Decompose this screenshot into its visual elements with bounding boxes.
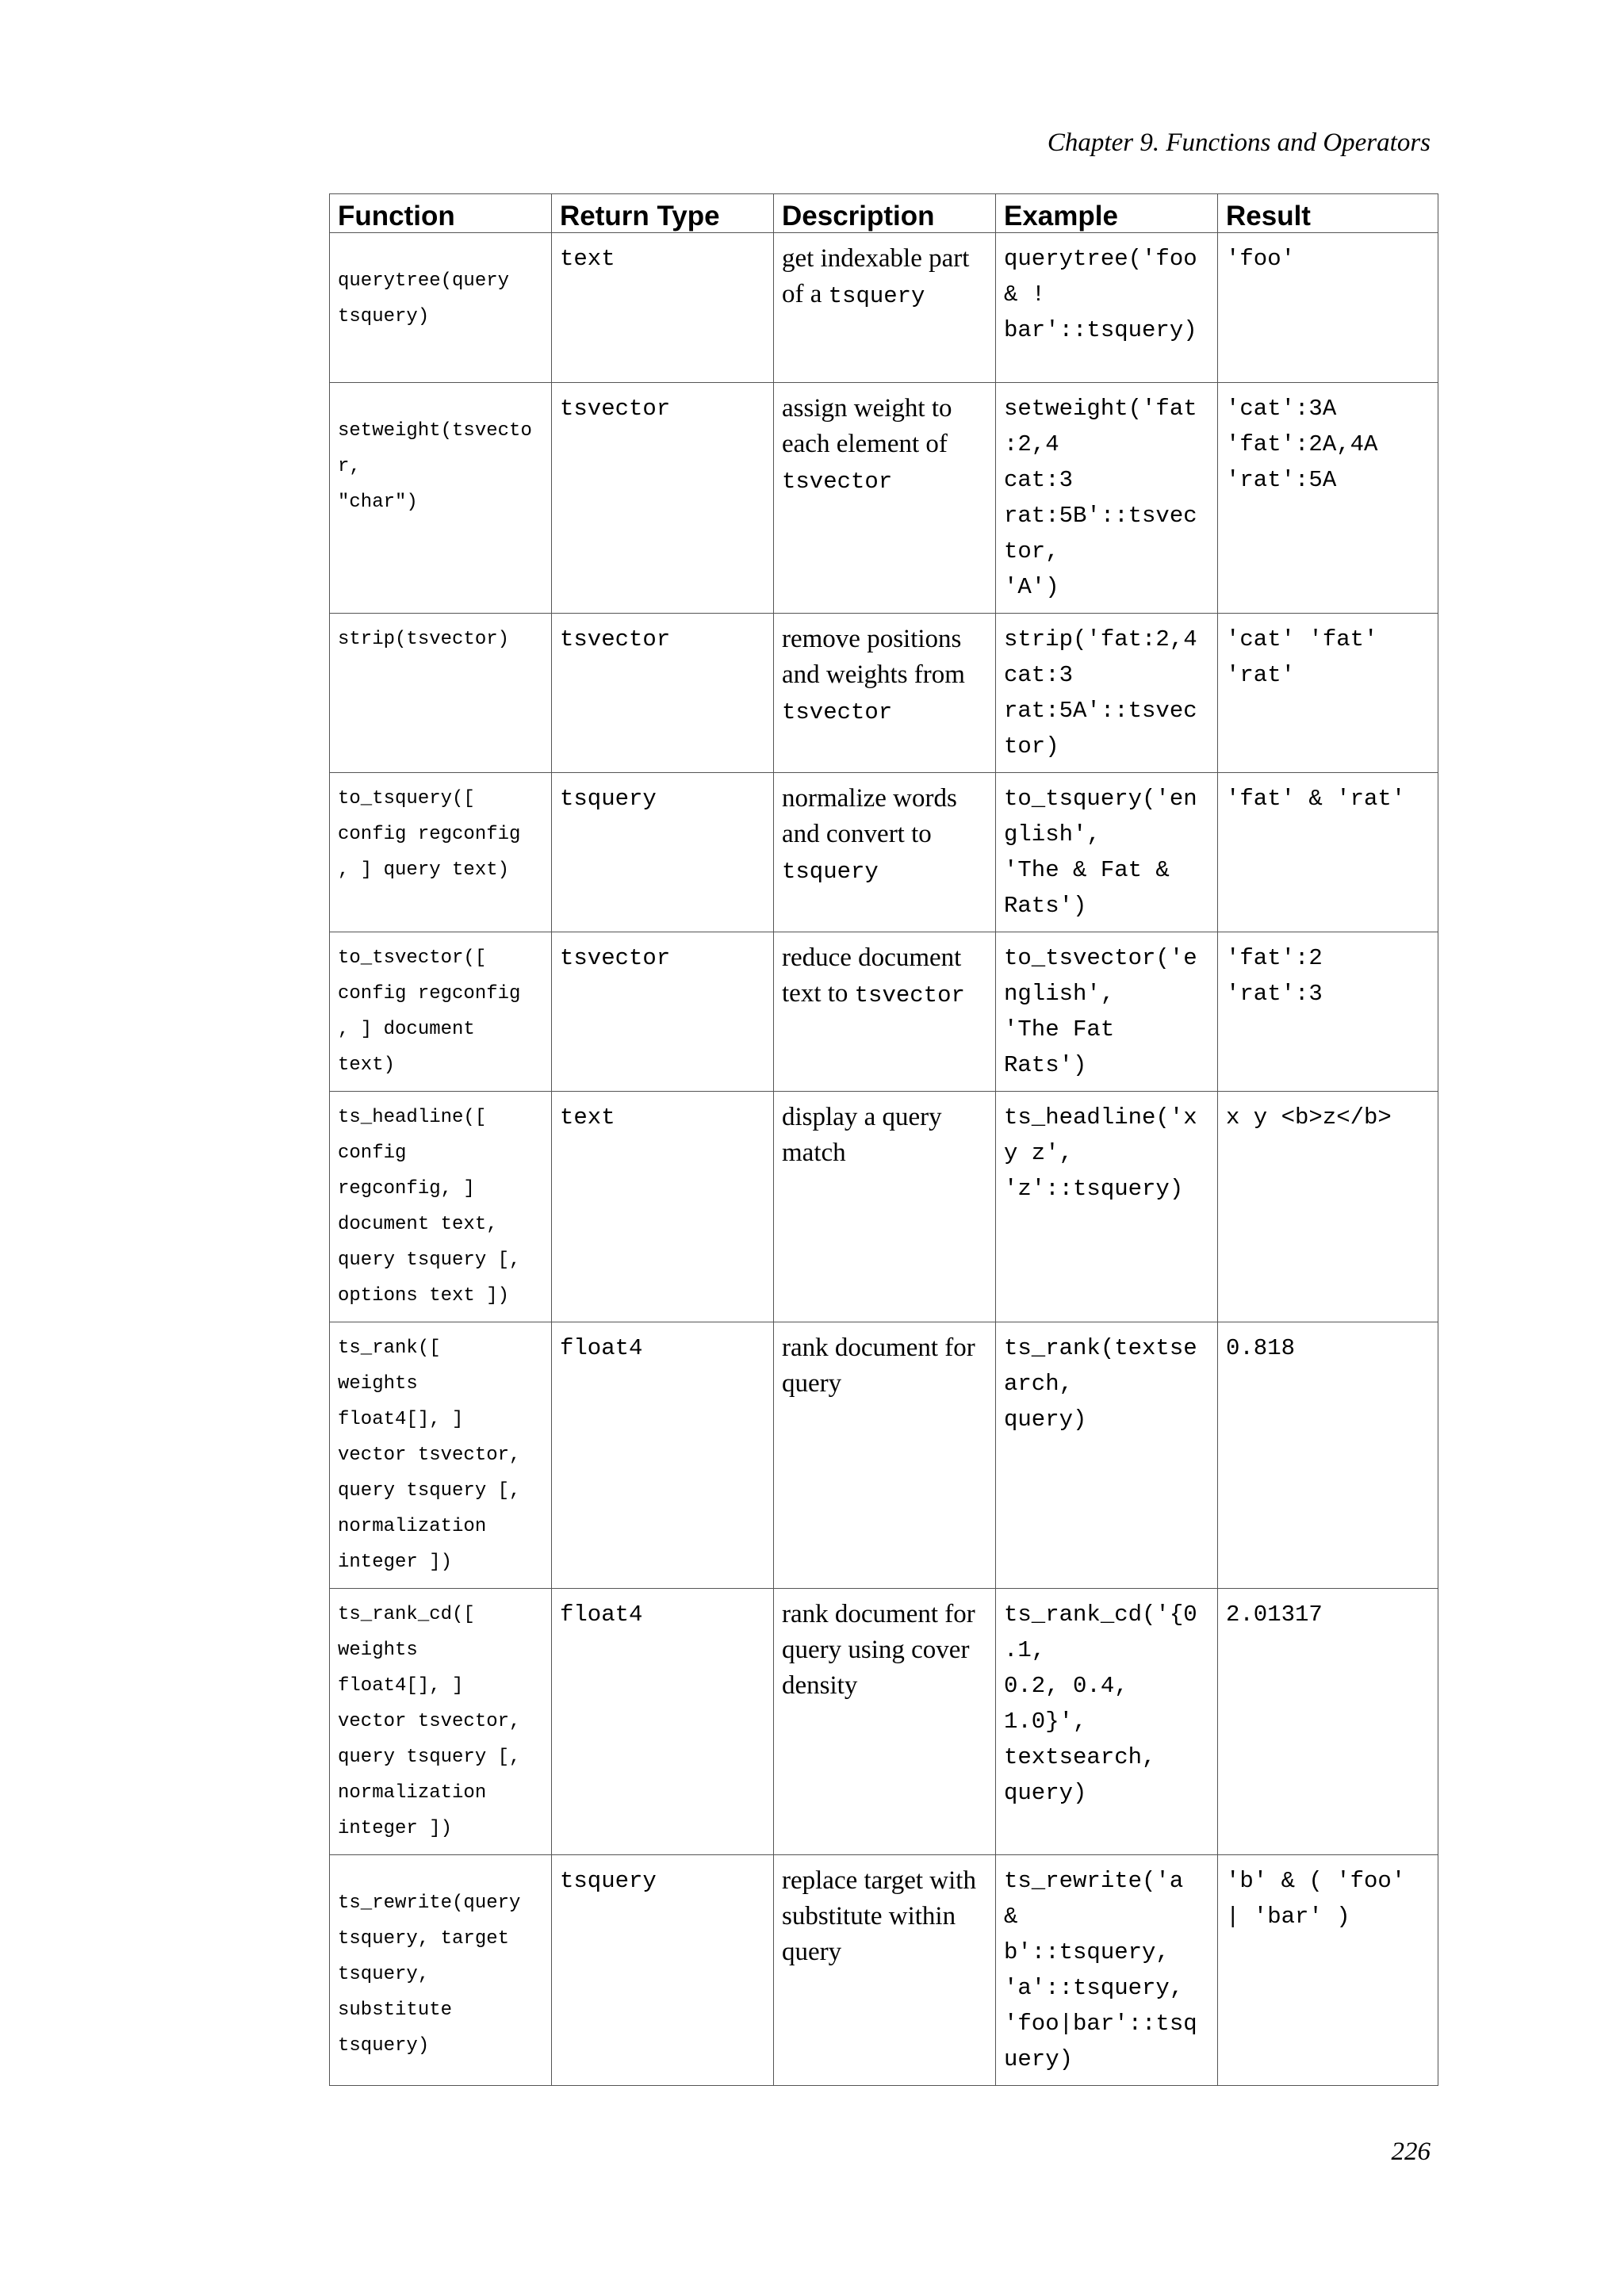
return-type-cell [552,1589,774,1855]
function-cell [330,233,552,383]
result-cell [1218,932,1438,1092]
return-type-cell [552,1322,774,1589]
description-text: display a query match [782,1103,942,1167]
result-cell [1218,1322,1438,1589]
description [782,1330,987,1403]
description-code: tsvector [854,982,965,1008]
return-type: float4 [560,1601,643,1628]
table-row [330,1855,1438,2086]
description-cell [774,383,996,614]
description [782,1863,987,1972]
return-type: text [560,246,615,272]
result-cell [1218,614,1438,773]
description-code: tsvector [782,469,893,495]
description-text: remove positions and weights from [782,625,965,689]
return-type: tsvector [560,626,671,652]
description-cell [774,773,996,932]
return-type-cell [552,383,774,614]
return-type-cell [552,233,774,383]
description [782,1100,987,1173]
return-type: tsvector [560,396,671,422]
table-row [330,233,1438,383]
table-row [330,932,1438,1092]
column-header-function: Function [330,194,552,233]
function-signature: to_tsvector([ config regconfig , ] document text) [338,947,521,1076]
table-row [330,1589,1438,1855]
result: 'fat':2 'rat':3 [1226,945,1323,1007]
description-text: rank document for query [782,1334,975,1398]
function-signature: ts_headline([ config regconfig, ] document text, query tsquery [, options text ]) [338,1107,521,1307]
example-cell [996,383,1218,614]
column-header-description: Description [774,194,996,233]
return-type-cell [552,932,774,1092]
result-cell [1218,233,1438,383]
example-cell [996,1322,1218,1589]
function-cell [330,1092,552,1322]
text-search-functions-table [329,193,1438,2086]
description-text: replace target with substitute within query [782,1866,976,1966]
function-signature: strip(tsvector) [338,629,510,650]
description-cell [774,614,996,773]
result-cell [1218,1589,1438,1855]
return-type: tsquery [560,1868,657,1894]
example: querytree('foo & ! bar'::tsquery) [1004,246,1197,343]
return-type-cell [552,1855,774,2086]
function-signature: ts_rewrite(query tsquery, target tsquery, substitute tsquery) [338,1892,521,2057]
description-code: tsquery [828,283,925,309]
running-header: Chapter 9. Functions and Operators [1047,128,1431,157]
page-number: 226 [1391,2137,1431,2166]
result-cell [1218,773,1438,932]
description-text: get indexable part of a [782,244,970,308]
return-type-cell [552,614,774,773]
description-text: rank document for query using cover density [782,1600,975,1700]
function-cell [330,1322,552,1589]
description [782,622,987,730]
example-cell [996,932,1218,1092]
function-signature: ts_rank_cd([ weights float4[], ] vector tsvector, query tsquery [, normalization integer ]) [338,1604,521,1839]
result: 'cat' 'fat' 'rat' [1226,626,1378,688]
function-signature: setweight(tsvector, "char") [338,420,532,513]
function-cell [330,1855,552,2086]
return-type: tsquery [560,786,657,812]
result-cell [1218,1855,1438,2086]
result-cell [1218,1092,1438,1322]
column-header-result: Result [1218,194,1438,233]
result-cell [1218,383,1438,614]
example: ts_headline('x y z', 'z'::tsquery) [1004,1104,1197,1202]
table-row [330,1092,1438,1322]
function-cell [330,932,552,1092]
result: 0.818 [1226,1335,1296,1361]
description [782,940,987,1013]
table-header-row [330,194,1438,233]
return-type: float4 [560,1335,643,1361]
description [782,241,987,314]
description-text: reduce document text to [782,943,962,1008]
example-cell [996,1855,1218,2086]
function-signature: to_tsquery([ config regconfig , ] query text) [338,788,521,881]
table-row [330,614,1438,773]
description-cell [774,1855,996,2086]
description [782,1597,987,1705]
example: ts_rank_cd('{0.1, 0.2, 0.4, 1.0}', textsearch, query) [1004,1601,1197,1806]
table-row [330,383,1438,614]
description-cell [774,932,996,1092]
description-cell [774,1092,996,1322]
description-cell [774,1589,996,1855]
example: setweight('fat:2,4 cat:3 rat:5B'::tsvector, 'A') [1004,396,1197,600]
example-cell [996,1589,1218,1855]
function-cell [330,614,552,773]
example: ts_rank(textsearch, query) [1004,1335,1197,1433]
function-cell [330,1589,552,1855]
function-cell [330,383,552,614]
example: to_tsquery('english', 'The & Fat & Rats') [1004,786,1197,919]
table-row [330,773,1438,932]
example: ts_rewrite('a & b'::tsquery, 'a'::tsquery, 'foo|bar'::tsquery) [1004,1868,1197,2072]
example-cell [996,233,1218,383]
result: 'fat' & 'rat' [1226,786,1406,812]
return-type: tsvector [560,945,671,971]
column-header-example: Example [996,194,1218,233]
return-type: text [560,1104,615,1131]
table-row [330,1322,1438,1589]
example-cell [996,773,1218,932]
example: strip('fat:2,4 cat:3 rat:5A'::tsvector) [1004,626,1197,760]
return-type-cell [552,773,774,932]
description [782,391,987,499]
description-cell [774,233,996,383]
description-text: assign weight to each element of [782,394,952,458]
function-signature: querytree(query tsquery) [338,270,510,327]
description-text: normalize words and convert to [782,784,957,848]
column-header-return-type: Return Type [552,194,774,233]
description-cell [774,1322,996,1589]
result: 2.01317 [1226,1601,1323,1628]
example: to_tsvector('english', 'The Fat Rats') [1004,945,1197,1078]
return-type-cell [552,1092,774,1322]
result: 'foo' [1226,246,1296,272]
function-cell [330,773,552,932]
result: 'b' & ( 'foo' | 'bar' ) [1226,1868,1406,1930]
result: x y <b>z</b> [1226,1104,1392,1131]
function-signature: ts_rank([ weights float4[], ] vector tsvector, query tsquery [, normalization integer ]) [338,1337,521,1573]
description [782,781,987,890]
description-code: tsquery [782,859,879,885]
description-code: tsvector [782,699,893,725]
example-cell [996,1092,1218,1322]
result: 'cat':3A 'fat':2A,4A 'rat':5A [1226,396,1378,493]
example-cell [996,614,1218,773]
